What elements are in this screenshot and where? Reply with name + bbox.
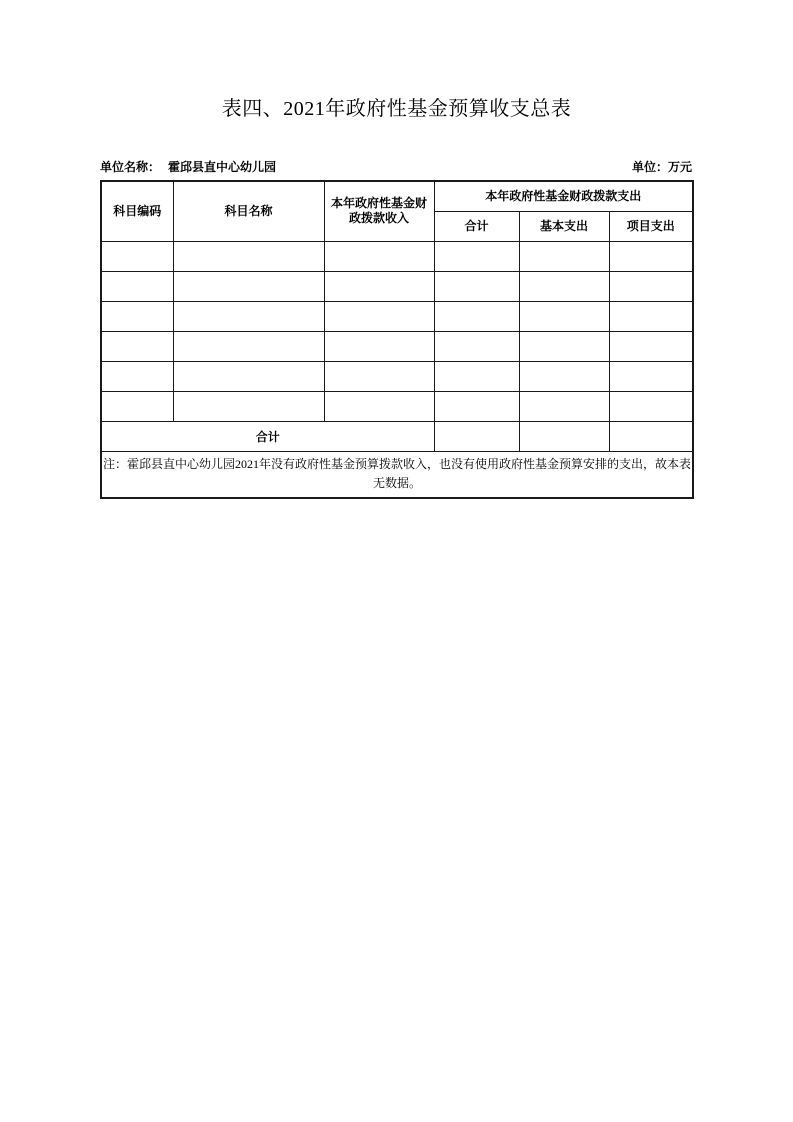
empty-cell: [609, 301, 693, 331]
empty-cell: [519, 391, 609, 421]
empty-cell: [609, 361, 693, 391]
empty-cell: [173, 361, 324, 391]
unit-name-value: 霍邱县直中心幼儿园: [168, 160, 277, 174]
note-row: [101, 451, 693, 498]
empty-cell: [324, 361, 434, 391]
header-expense-project: 项目支出: [609, 211, 693, 241]
table-note: 注：霍邱县直中心幼儿园2021年没有政府性基金预算拨款收入，也没有使用政府性基金预算安排的支出，故本表无数据。: [101, 451, 693, 498]
empty-cell: [519, 331, 609, 361]
total-row: [101, 421, 693, 451]
empty-cell: [324, 301, 434, 331]
total-row-label: 合计: [101, 421, 434, 451]
empty-cell: [101, 301, 173, 331]
empty-cell: [173, 271, 324, 301]
header-expense-basic: 基本支出: [519, 211, 609, 241]
header-subject-name: 科目名称: [173, 181, 324, 241]
fund-budget-table: [100, 180, 694, 499]
empty-table-row: [101, 391, 693, 421]
empty-cell: [173, 331, 324, 361]
unit-of-measure: 单位：万元: [631, 160, 692, 174]
empty-table-row: [101, 241, 693, 271]
empty-cell: [434, 331, 519, 361]
unit-name-label: 单位名称：: [100, 160, 161, 174]
empty-cell: [101, 271, 173, 301]
empty-cell: [324, 331, 434, 361]
header-fund-income: 本年政府性基金财政拨款收入: [324, 181, 434, 241]
empty-table-row: [101, 361, 693, 391]
empty-table-row: [101, 271, 693, 301]
empty-cell: [609, 331, 693, 361]
empty-cell: [101, 391, 173, 421]
empty-cell: [519, 361, 609, 391]
empty-cell: [173, 301, 324, 331]
page-title: 表四、2021年政府性基金预算收支总表: [221, 98, 572, 120]
table-header-row-1: [101, 181, 693, 211]
empty-cell: [434, 361, 519, 391]
empty-cell: [434, 301, 519, 331]
total-expense-total-cell: [434, 421, 519, 451]
header-expense-total: 合计: [434, 211, 519, 241]
empty-cell: [324, 271, 434, 301]
table-body: [101, 241, 693, 421]
total-expense-project-cell: [609, 421, 693, 451]
header-fund-expense-group: 本年政府性基金财政拨款支出: [434, 181, 693, 211]
empty-cell: [519, 271, 609, 301]
empty-cell: [101, 361, 173, 391]
unit-line: [100, 158, 692, 175]
empty-cell: [173, 241, 324, 271]
header-subject-code: 科目编码: [101, 181, 173, 241]
empty-cell: [519, 301, 609, 331]
empty-cell: [609, 271, 693, 301]
empty-cell: [101, 241, 173, 271]
empty-cell: [434, 241, 519, 271]
total-expense-basic-cell: [519, 421, 609, 451]
unit-name: [100, 158, 276, 175]
empty-cell: [324, 241, 434, 271]
empty-cell: [434, 391, 519, 421]
empty-cell: [434, 271, 519, 301]
empty-table-row: [101, 301, 693, 331]
empty-cell: [324, 391, 434, 421]
empty-table-row: [101, 331, 693, 361]
empty-cell: [609, 391, 693, 421]
empty-cell: [609, 241, 693, 271]
empty-cell: [519, 241, 609, 271]
empty-cell: [101, 331, 173, 361]
empty-cell: [173, 391, 324, 421]
